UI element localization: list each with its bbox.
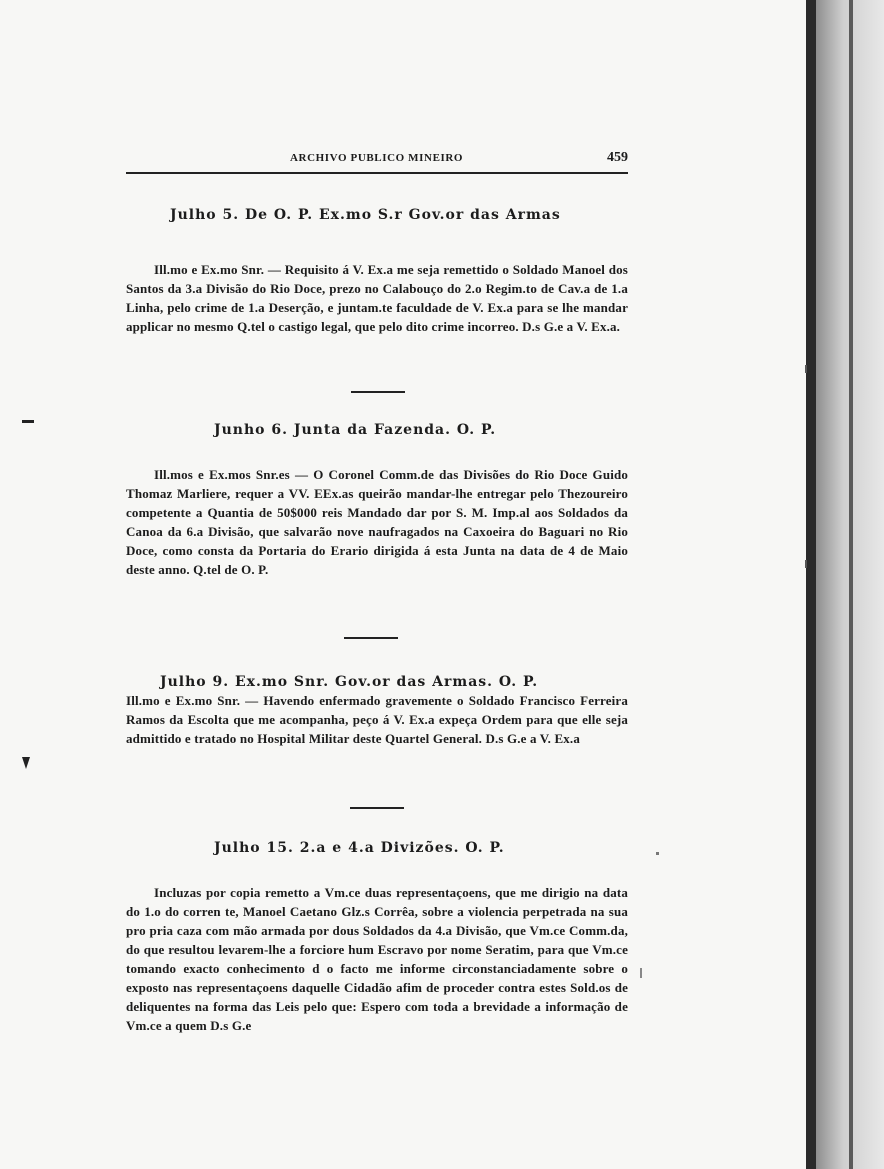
entry-heading: Julho 5. De O. P. Ex.mo S.r Gov.or das Armas	[170, 207, 561, 223]
page-binding-edge	[806, 0, 816, 1169]
entry-heading: Junho 6. Junta da Fazenda. O. P.	[214, 422, 497, 438]
margin-mark	[22, 420, 34, 423]
scan-speck	[805, 560, 807, 568]
page-number: 459	[607, 150, 628, 165]
entry-text: Ill.mo e Ex.mo Snr. — Havendo enfermado gravemente o Soldado Francisco Ferreira Ramos da Escolta que me acompanha, peço á V. Ex.a expeça Ordem para que elle seja admittido e tratado no Hospital Militar deste Quartel General. D.s G.e a V. Ex.a	[126, 693, 628, 746]
entry-text: Ill.mo e Ex.mo Snr. — Requisito á V. Ex.a me seja remettido o Soldado Manoel dos Santos da 3.a Divisão do Rio Doce, prezo no Calabouço do 2.o Regim.to de Cav.a de 1.a Linha, pelo crime de 1.a Deserção, e juntam.te faculdade de V. Ex.a para se lhe mandar applicar no mesmo Q.tel o castigo legal, que pelo dito crime incorreo. D.s G.e a V. Ex.a.	[126, 262, 628, 334]
entry	[126, 207, 628, 336]
running-head	[126, 150, 628, 174]
entry-text: Ill.mos e Ex.mos Snr.es — O Coronel Comm.de das Divisões do Rio Doce Guido Thomaz Marliere, requer a VV. EEx.as queirão mandar-lhe entregar pelo Thezoureiro competente a Quantia de 50$000 reis Mandado dar por S. M. Imp.al aos Soldados da Canoa da 6.a Divisão, que salvarão nove naufragados na Caxoeira do Baguari no Rio Doce, como consta da Portaria do Erario dirigida á esta Junta na data de 4 de Maio deste anno. Q.tel de O. P.	[126, 467, 628, 577]
scan-margin-line	[849, 0, 853, 1169]
scan-speck	[805, 365, 807, 373]
scan-speck	[656, 852, 659, 855]
document-page	[126, 150, 628, 174]
section-divider	[351, 391, 405, 393]
entry-text: Incluzas por copia remetto a Vm.ce duas representaçoens, que me dirigio na data do 1.o do corren te, Manoel Caetano Glz.s Corrêa, sobre a violencia perpetrada na sua pro pria caza com mão armada por dous Soldados da 4.a Divisão, que Vm.ce Comm.da, do que resultou levarem-lhe a forciore hum Escravo por nome Seratim, para que Vm.ce tomando exacto conhecimento d o facto me informe circonstanciadamente sobre o exposto nas representaçoens daquelle Cidadão afim de proceder contra estes Sold.os de deliquentes na forma das Leis pelo que: Espero com toda a brevidade a informação de Vm.ce a quem D.s G.e	[126, 885, 628, 1033]
entry-heading: Julho 9. Ex.mo Snr. Gov.or das Armas. O. P.	[160, 674, 539, 690]
entry-heading: Julho 15. 2.a e 4.a Divizões. O. P.	[214, 840, 505, 856]
section-divider	[344, 637, 398, 639]
entry	[126, 840, 628, 1035]
margin-mark	[22, 757, 30, 769]
entry	[126, 422, 628, 579]
section-divider	[350, 807, 404, 809]
entry	[126, 674, 628, 748]
running-title: ARCHIVO PUBLICO MINEIRO	[290, 152, 464, 164]
scan-speck	[640, 968, 642, 978]
